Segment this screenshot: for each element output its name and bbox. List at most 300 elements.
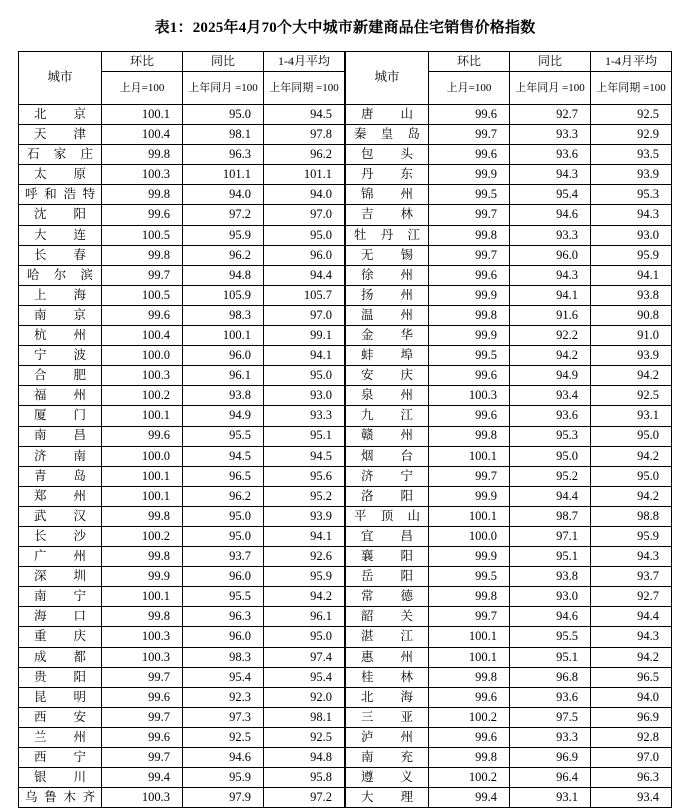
avg-value-cell: 94.1 — [264, 526, 345, 546]
yoy-value-cell: 96.2 — [183, 245, 264, 265]
avg-value-cell: 94.5 — [264, 446, 345, 466]
table-row — [19, 748, 345, 768]
mom-value-cell: 99.8 — [102, 547, 183, 567]
avg-value-cell: 94.1 — [591, 265, 672, 285]
yoy-value-cell: 93.6 — [510, 406, 591, 426]
city-name-cell: 岳 阳 — [346, 567, 429, 587]
yoy-value-cell: 92.2 — [510, 326, 591, 346]
table-row — [19, 768, 345, 788]
yoy-value-cell: 96.0 — [183, 567, 264, 587]
avg-value-cell: 93.7 — [591, 567, 672, 587]
table-row — [346, 205, 672, 225]
avg-value-cell: 105.7 — [264, 285, 345, 305]
avg-value-cell: 95.9 — [591, 245, 672, 265]
mom-value-cell: 99.6 — [429, 406, 510, 426]
yoy-value-cell: 94.1 — [510, 285, 591, 305]
table-row — [19, 245, 345, 265]
avg-value-cell: 94.4 — [264, 265, 345, 285]
avg-value-cell: 95.0 — [264, 627, 345, 647]
mom-value-cell: 100.2 — [429, 707, 510, 727]
mom-value-cell: 99.5 — [429, 346, 510, 366]
header-row-top-right — [346, 52, 672, 72]
avg-value-cell: 93.0 — [264, 386, 345, 406]
yoy-value-cell: 98.3 — [183, 647, 264, 667]
yoy-value-cell: 96.2 — [183, 486, 264, 506]
mom-value-cell: 99.9 — [429, 326, 510, 346]
city-name-cell: 福 州 — [19, 386, 102, 406]
mom-value-cell: 99.4 — [102, 768, 183, 788]
header-yoy-right: 同比 — [510, 52, 591, 72]
table-row — [346, 285, 672, 305]
table-row — [19, 386, 345, 406]
city-name-cell: 大 连 — [19, 225, 102, 245]
yoy-value-cell: 95.4 — [510, 185, 591, 205]
mom-value-cell: 99.9 — [429, 486, 510, 506]
table-row — [346, 667, 672, 687]
mom-value-cell: 100.1 — [102, 466, 183, 486]
avg-value-cell: 101.1 — [264, 165, 345, 185]
avg-value-cell: 93.5 — [591, 145, 672, 165]
avg-value-cell: 95.1 — [264, 426, 345, 446]
mom-value-cell: 99.9 — [429, 165, 510, 185]
city-name-cell: 广 州 — [19, 547, 102, 567]
yoy-value-cell: 93.6 — [510, 687, 591, 707]
city-name-cell: 平 顶 山 — [346, 506, 429, 526]
table-row — [346, 446, 672, 466]
city-name-cell: 上 海 — [19, 285, 102, 305]
mom-value-cell: 99.6 — [429, 727, 510, 747]
city-name-cell: 哈 尔 滨 — [19, 265, 102, 285]
yoy-value-cell: 93.3 — [510, 125, 591, 145]
mom-value-cell: 100.1 — [429, 506, 510, 526]
mom-value-cell: 99.7 — [102, 748, 183, 768]
avg-value-cell: 95.0 — [264, 366, 345, 386]
table-row — [19, 145, 345, 165]
table-body-left — [19, 105, 345, 808]
table-row — [346, 707, 672, 727]
city-name-cell: 郑 州 — [19, 486, 102, 506]
header-city-left: 城市 — [19, 52, 102, 105]
city-name-cell: 桂 林 — [346, 667, 429, 687]
mom-value-cell: 100.4 — [102, 326, 183, 346]
yoy-value-cell: 95.1 — [510, 647, 591, 667]
avg-value-cell: 95.0 — [591, 466, 672, 486]
table-row — [346, 245, 672, 265]
avg-value-cell: 97.2 — [264, 788, 345, 808]
avg-value-cell: 97.4 — [264, 647, 345, 667]
avg-value-cell: 98.1 — [264, 707, 345, 727]
table-header-left — [19, 52, 345, 105]
city-name-cell: 长 沙 — [19, 526, 102, 546]
mom-value-cell: 99.8 — [429, 667, 510, 687]
table-row — [346, 506, 672, 526]
avg-value-cell: 95.9 — [591, 526, 672, 546]
avg-value-cell: 95.8 — [264, 768, 345, 788]
table-row — [346, 125, 672, 145]
yoy-value-cell: 94.0 — [183, 185, 264, 205]
mom-value-cell: 100.3 — [102, 788, 183, 808]
city-name-cell: 烟 台 — [346, 446, 429, 466]
table-row — [19, 446, 345, 466]
city-name-cell: 韶 关 — [346, 607, 429, 627]
avg-value-cell: 97.8 — [264, 125, 345, 145]
city-name-cell: 洛 阳 — [346, 486, 429, 506]
yoy-value-cell: 92.7 — [510, 105, 591, 125]
avg-value-cell: 94.4 — [591, 607, 672, 627]
city-name-cell: 无 锡 — [346, 245, 429, 265]
avg-value-cell: 94.2 — [264, 587, 345, 607]
mom-value-cell: 100.2 — [429, 768, 510, 788]
yoy-value-cell: 93.8 — [183, 386, 264, 406]
yoy-value-cell: 94.6 — [510, 607, 591, 627]
mom-value-cell: 99.6 — [429, 145, 510, 165]
city-name-cell: 金 华 — [346, 326, 429, 346]
table-row — [19, 506, 345, 526]
table-row — [19, 647, 345, 667]
city-name-cell: 徐 州 — [346, 265, 429, 285]
mom-value-cell: 100.4 — [102, 125, 183, 145]
city-name-cell: 锦 州 — [346, 185, 429, 205]
city-name-cell: 北 海 — [346, 687, 429, 707]
header-mom-right: 环比 — [429, 52, 510, 72]
mom-value-cell: 99.9 — [429, 285, 510, 305]
mom-value-cell: 100.1 — [429, 627, 510, 647]
avg-value-cell: 95.9 — [264, 567, 345, 587]
yoy-value-cell: 93.6 — [510, 145, 591, 165]
table-row — [346, 647, 672, 667]
city-name-cell: 三 亚 — [346, 707, 429, 727]
city-name-cell: 赣 州 — [346, 426, 429, 446]
yoy-value-cell: 93.3 — [510, 727, 591, 747]
yoy-value-cell: 94.9 — [510, 366, 591, 386]
city-name-cell: 九 江 — [346, 406, 429, 426]
avg-value-cell: 94.0 — [591, 687, 672, 707]
avg-value-cell: 91.0 — [591, 326, 672, 346]
table-row — [346, 165, 672, 185]
mom-value-cell: 99.7 — [429, 125, 510, 145]
avg-value-cell: 92.5 — [264, 727, 345, 747]
yoy-value-cell: 95.9 — [183, 768, 264, 788]
city-name-cell: 济 南 — [19, 446, 102, 466]
avg-value-cell: 97.0 — [264, 305, 345, 325]
yoy-value-cell: 95.2 — [510, 466, 591, 486]
yoy-value-cell: 97.2 — [183, 205, 264, 225]
city-name-cell: 昆 明 — [19, 687, 102, 707]
table-body-right — [346, 105, 672, 808]
mom-value-cell: 99.9 — [429, 547, 510, 567]
header-avg-sub-left: 上年同期 =100 — [264, 72, 345, 105]
header-row-top-left — [19, 52, 345, 72]
yoy-value-cell: 96.5 — [183, 466, 264, 486]
yoy-value-cell: 100.1 — [183, 326, 264, 346]
mom-value-cell: 100.0 — [102, 346, 183, 366]
avg-value-cell: 94.3 — [591, 205, 672, 225]
yoy-value-cell: 95.0 — [183, 526, 264, 546]
table-row — [346, 526, 672, 546]
mom-value-cell: 99.8 — [102, 145, 183, 165]
yoy-value-cell: 92.3 — [183, 687, 264, 707]
mom-value-cell: 99.7 — [429, 205, 510, 225]
table-row — [19, 125, 345, 145]
avg-value-cell: 92.6 — [264, 547, 345, 567]
city-name-cell: 厦 门 — [19, 406, 102, 426]
table-row — [346, 225, 672, 245]
table-row — [346, 607, 672, 627]
city-name-cell: 济 宁 — [346, 466, 429, 486]
yoy-value-cell: 93.1 — [510, 788, 591, 808]
mom-value-cell: 99.6 — [102, 426, 183, 446]
avg-value-cell: 99.1 — [264, 326, 345, 346]
city-name-cell: 长 春 — [19, 245, 102, 265]
avg-value-cell: 94.2 — [591, 446, 672, 466]
mom-value-cell: 100.1 — [102, 486, 183, 506]
mom-value-cell: 99.5 — [429, 567, 510, 587]
yoy-value-cell: 95.3 — [510, 426, 591, 446]
avg-value-cell: 94.0 — [264, 185, 345, 205]
mom-value-cell: 100.3 — [102, 165, 183, 185]
avg-value-cell: 92.5 — [591, 105, 672, 125]
yoy-value-cell: 94.6 — [510, 205, 591, 225]
city-name-cell: 石 家 庄 — [19, 145, 102, 165]
avg-value-cell: 97.0 — [264, 205, 345, 225]
city-name-cell: 宜 昌 — [346, 526, 429, 546]
yoy-value-cell: 94.5 — [183, 446, 264, 466]
mom-value-cell: 100.1 — [102, 406, 183, 426]
price-index-table-left — [18, 51, 345, 808]
yoy-value-cell: 94.6 — [183, 748, 264, 768]
mom-value-cell: 99.8 — [429, 305, 510, 325]
table-row — [19, 285, 345, 305]
table-row — [346, 466, 672, 486]
yoy-value-cell: 96.8 — [510, 667, 591, 687]
table-row — [19, 567, 345, 587]
table-row — [346, 326, 672, 346]
city-name-cell: 南 宁 — [19, 587, 102, 607]
avg-value-cell: 94.2 — [591, 647, 672, 667]
header-yoy-left: 同比 — [183, 52, 264, 72]
avg-value-cell: 98.8 — [591, 506, 672, 526]
yoy-value-cell: 95.0 — [183, 105, 264, 125]
city-name-cell: 蚌 埠 — [346, 346, 429, 366]
mom-value-cell: 99.6 — [429, 105, 510, 125]
table-row — [19, 165, 345, 185]
city-name-cell: 泉 州 — [346, 386, 429, 406]
avg-value-cell: 93.3 — [264, 406, 345, 426]
table-row — [19, 346, 345, 366]
city-name-cell: 常 德 — [346, 587, 429, 607]
city-name-cell: 西 安 — [19, 707, 102, 727]
city-name-cell: 沈 阳 — [19, 205, 102, 225]
city-name-cell: 包 头 — [346, 145, 429, 165]
yoy-value-cell: 97.3 — [183, 707, 264, 727]
avg-value-cell: 96.0 — [264, 245, 345, 265]
header-avg-sub-right: 上年同期 =100 — [591, 72, 672, 105]
table-row — [19, 607, 345, 627]
mom-value-cell: 100.0 — [429, 526, 510, 546]
yoy-value-cell: 98.3 — [183, 305, 264, 325]
yoy-value-cell: 96.3 — [183, 145, 264, 165]
avg-value-cell: 94.3 — [591, 627, 672, 647]
city-name-cell: 合 肥 — [19, 366, 102, 386]
tables-container — [0, 51, 690, 808]
mom-value-cell: 99.6 — [429, 687, 510, 707]
city-name-cell: 成 都 — [19, 647, 102, 667]
mom-value-cell: 100.1 — [429, 446, 510, 466]
city-name-cell: 泸 州 — [346, 727, 429, 747]
mom-value-cell: 99.8 — [429, 426, 510, 446]
avg-value-cell: 96.3 — [591, 768, 672, 788]
yoy-value-cell: 96.1 — [183, 366, 264, 386]
avg-value-cell: 92.5 — [591, 386, 672, 406]
avg-value-cell: 95.6 — [264, 466, 345, 486]
avg-value-cell: 92.0 — [264, 687, 345, 707]
mom-value-cell: 99.6 — [102, 727, 183, 747]
avg-value-cell: 93.9 — [591, 346, 672, 366]
mom-value-cell: 100.5 — [102, 225, 183, 245]
header-city-right: 城市 — [346, 52, 429, 105]
city-name-cell: 贵 阳 — [19, 667, 102, 687]
table-row — [19, 366, 345, 386]
city-name-cell: 天 津 — [19, 125, 102, 145]
header-avg-left: 1-4月平均 — [264, 52, 345, 72]
avg-value-cell: 93.0 — [591, 225, 672, 245]
avg-value-cell: 95.4 — [264, 667, 345, 687]
mom-value-cell: 99.8 — [102, 185, 183, 205]
yoy-value-cell: 93.7 — [183, 547, 264, 567]
yoy-value-cell: 97.9 — [183, 788, 264, 808]
table-row — [19, 205, 345, 225]
city-name-cell: 南 昌 — [19, 426, 102, 446]
table-row — [19, 105, 345, 125]
table-row — [346, 346, 672, 366]
yoy-value-cell: 95.5 — [183, 426, 264, 446]
city-name-cell: 乌 鲁 木 齐 — [19, 788, 102, 808]
mom-value-cell: 100.5 — [102, 285, 183, 305]
table-row — [19, 426, 345, 446]
mom-value-cell: 100.3 — [102, 647, 183, 667]
yoy-value-cell: 97.5 — [510, 707, 591, 727]
avg-value-cell: 92.8 — [591, 727, 672, 747]
table-row — [346, 567, 672, 587]
city-name-cell: 重 庆 — [19, 627, 102, 647]
city-name-cell: 襄 阳 — [346, 547, 429, 567]
table-row — [19, 406, 345, 426]
mom-value-cell: 100.2 — [102, 386, 183, 406]
mom-value-cell: 99.6 — [429, 265, 510, 285]
table-row — [346, 305, 672, 325]
mom-value-cell: 99.8 — [429, 225, 510, 245]
table-row — [19, 185, 345, 205]
table-row — [346, 768, 672, 788]
yoy-value-cell: 91.6 — [510, 305, 591, 325]
avg-value-cell: 96.5 — [591, 667, 672, 687]
yoy-value-cell: 95.5 — [510, 627, 591, 647]
table-row — [19, 225, 345, 245]
yoy-value-cell: 93.3 — [510, 225, 591, 245]
mom-value-cell: 99.8 — [102, 506, 183, 526]
avg-value-cell: 93.9 — [264, 506, 345, 526]
table-row — [19, 667, 345, 687]
city-name-cell: 唐 山 — [346, 105, 429, 125]
table-row — [19, 627, 345, 647]
city-name-cell: 南 充 — [346, 748, 429, 768]
mom-value-cell: 99.6 — [102, 687, 183, 707]
yoy-value-cell: 93.8 — [510, 567, 591, 587]
city-name-cell: 牡 丹 江 — [346, 225, 429, 245]
avg-value-cell: 93.4 — [591, 788, 672, 808]
table-row — [19, 526, 345, 546]
avg-value-cell: 96.2 — [264, 145, 345, 165]
mom-value-cell: 99.8 — [429, 748, 510, 768]
yoy-value-cell: 94.4 — [510, 486, 591, 506]
yoy-value-cell: 94.9 — [183, 406, 264, 426]
city-name-cell: 秦 皇 岛 — [346, 125, 429, 145]
yoy-value-cell: 105.9 — [183, 285, 264, 305]
table-row — [19, 265, 345, 285]
avg-value-cell: 95.3 — [591, 185, 672, 205]
table-row — [19, 707, 345, 727]
yoy-value-cell: 97.1 — [510, 526, 591, 546]
header-avg-right: 1-4月平均 — [591, 52, 672, 72]
avg-value-cell: 94.3 — [591, 547, 672, 567]
table-row — [19, 326, 345, 346]
city-name-cell: 海 口 — [19, 607, 102, 627]
mom-value-cell: 99.6 — [102, 305, 183, 325]
price-index-table-right — [345, 51, 672, 808]
table-row — [346, 788, 672, 808]
yoy-value-cell: 98.7 — [510, 506, 591, 526]
yoy-value-cell: 95.1 — [510, 547, 591, 567]
yoy-value-cell: 94.2 — [510, 346, 591, 366]
yoy-value-cell: 95.9 — [183, 225, 264, 245]
mom-value-cell: 100.3 — [429, 386, 510, 406]
header-mom-sub-right: 上月=100 — [429, 72, 510, 105]
avg-value-cell: 94.2 — [591, 486, 672, 506]
mom-value-cell: 100.1 — [429, 647, 510, 667]
mom-value-cell: 99.7 — [429, 607, 510, 627]
mom-value-cell: 99.6 — [102, 205, 183, 225]
yoy-value-cell: 96.0 — [183, 627, 264, 647]
city-name-cell: 大 理 — [346, 788, 429, 808]
mom-value-cell: 99.8 — [102, 607, 183, 627]
header-mom-sub-left: 上月=100 — [102, 72, 183, 105]
yoy-value-cell: 101.1 — [183, 165, 264, 185]
mom-value-cell: 99.9 — [102, 567, 183, 587]
mom-value-cell: 99.8 — [102, 245, 183, 265]
yoy-value-cell: 95.0 — [510, 446, 591, 466]
city-name-cell: 宁 波 — [19, 346, 102, 366]
table-header-right — [346, 52, 672, 105]
yoy-value-cell: 94.8 — [183, 265, 264, 285]
mom-value-cell: 100.1 — [102, 587, 183, 607]
yoy-value-cell: 96.0 — [510, 245, 591, 265]
city-name-cell: 温 州 — [346, 305, 429, 325]
page-title: 表1：2025年4月70个大中城市新建商品住宅销售价格指数 — [154, 20, 536, 36]
table-row — [346, 105, 672, 125]
yoy-value-cell: 93.4 — [510, 386, 591, 406]
city-name-cell: 深 圳 — [19, 567, 102, 587]
table-row — [19, 587, 345, 607]
table-row — [19, 305, 345, 325]
yoy-value-cell: 94.3 — [510, 265, 591, 285]
table-row — [19, 727, 345, 747]
table-row — [19, 547, 345, 567]
mom-value-cell: 99.7 — [102, 667, 183, 687]
table-row — [346, 727, 672, 747]
city-name-cell: 呼 和 浩 特 — [19, 185, 102, 205]
mom-value-cell: 99.6 — [429, 366, 510, 386]
mom-value-cell: 99.7 — [429, 245, 510, 265]
